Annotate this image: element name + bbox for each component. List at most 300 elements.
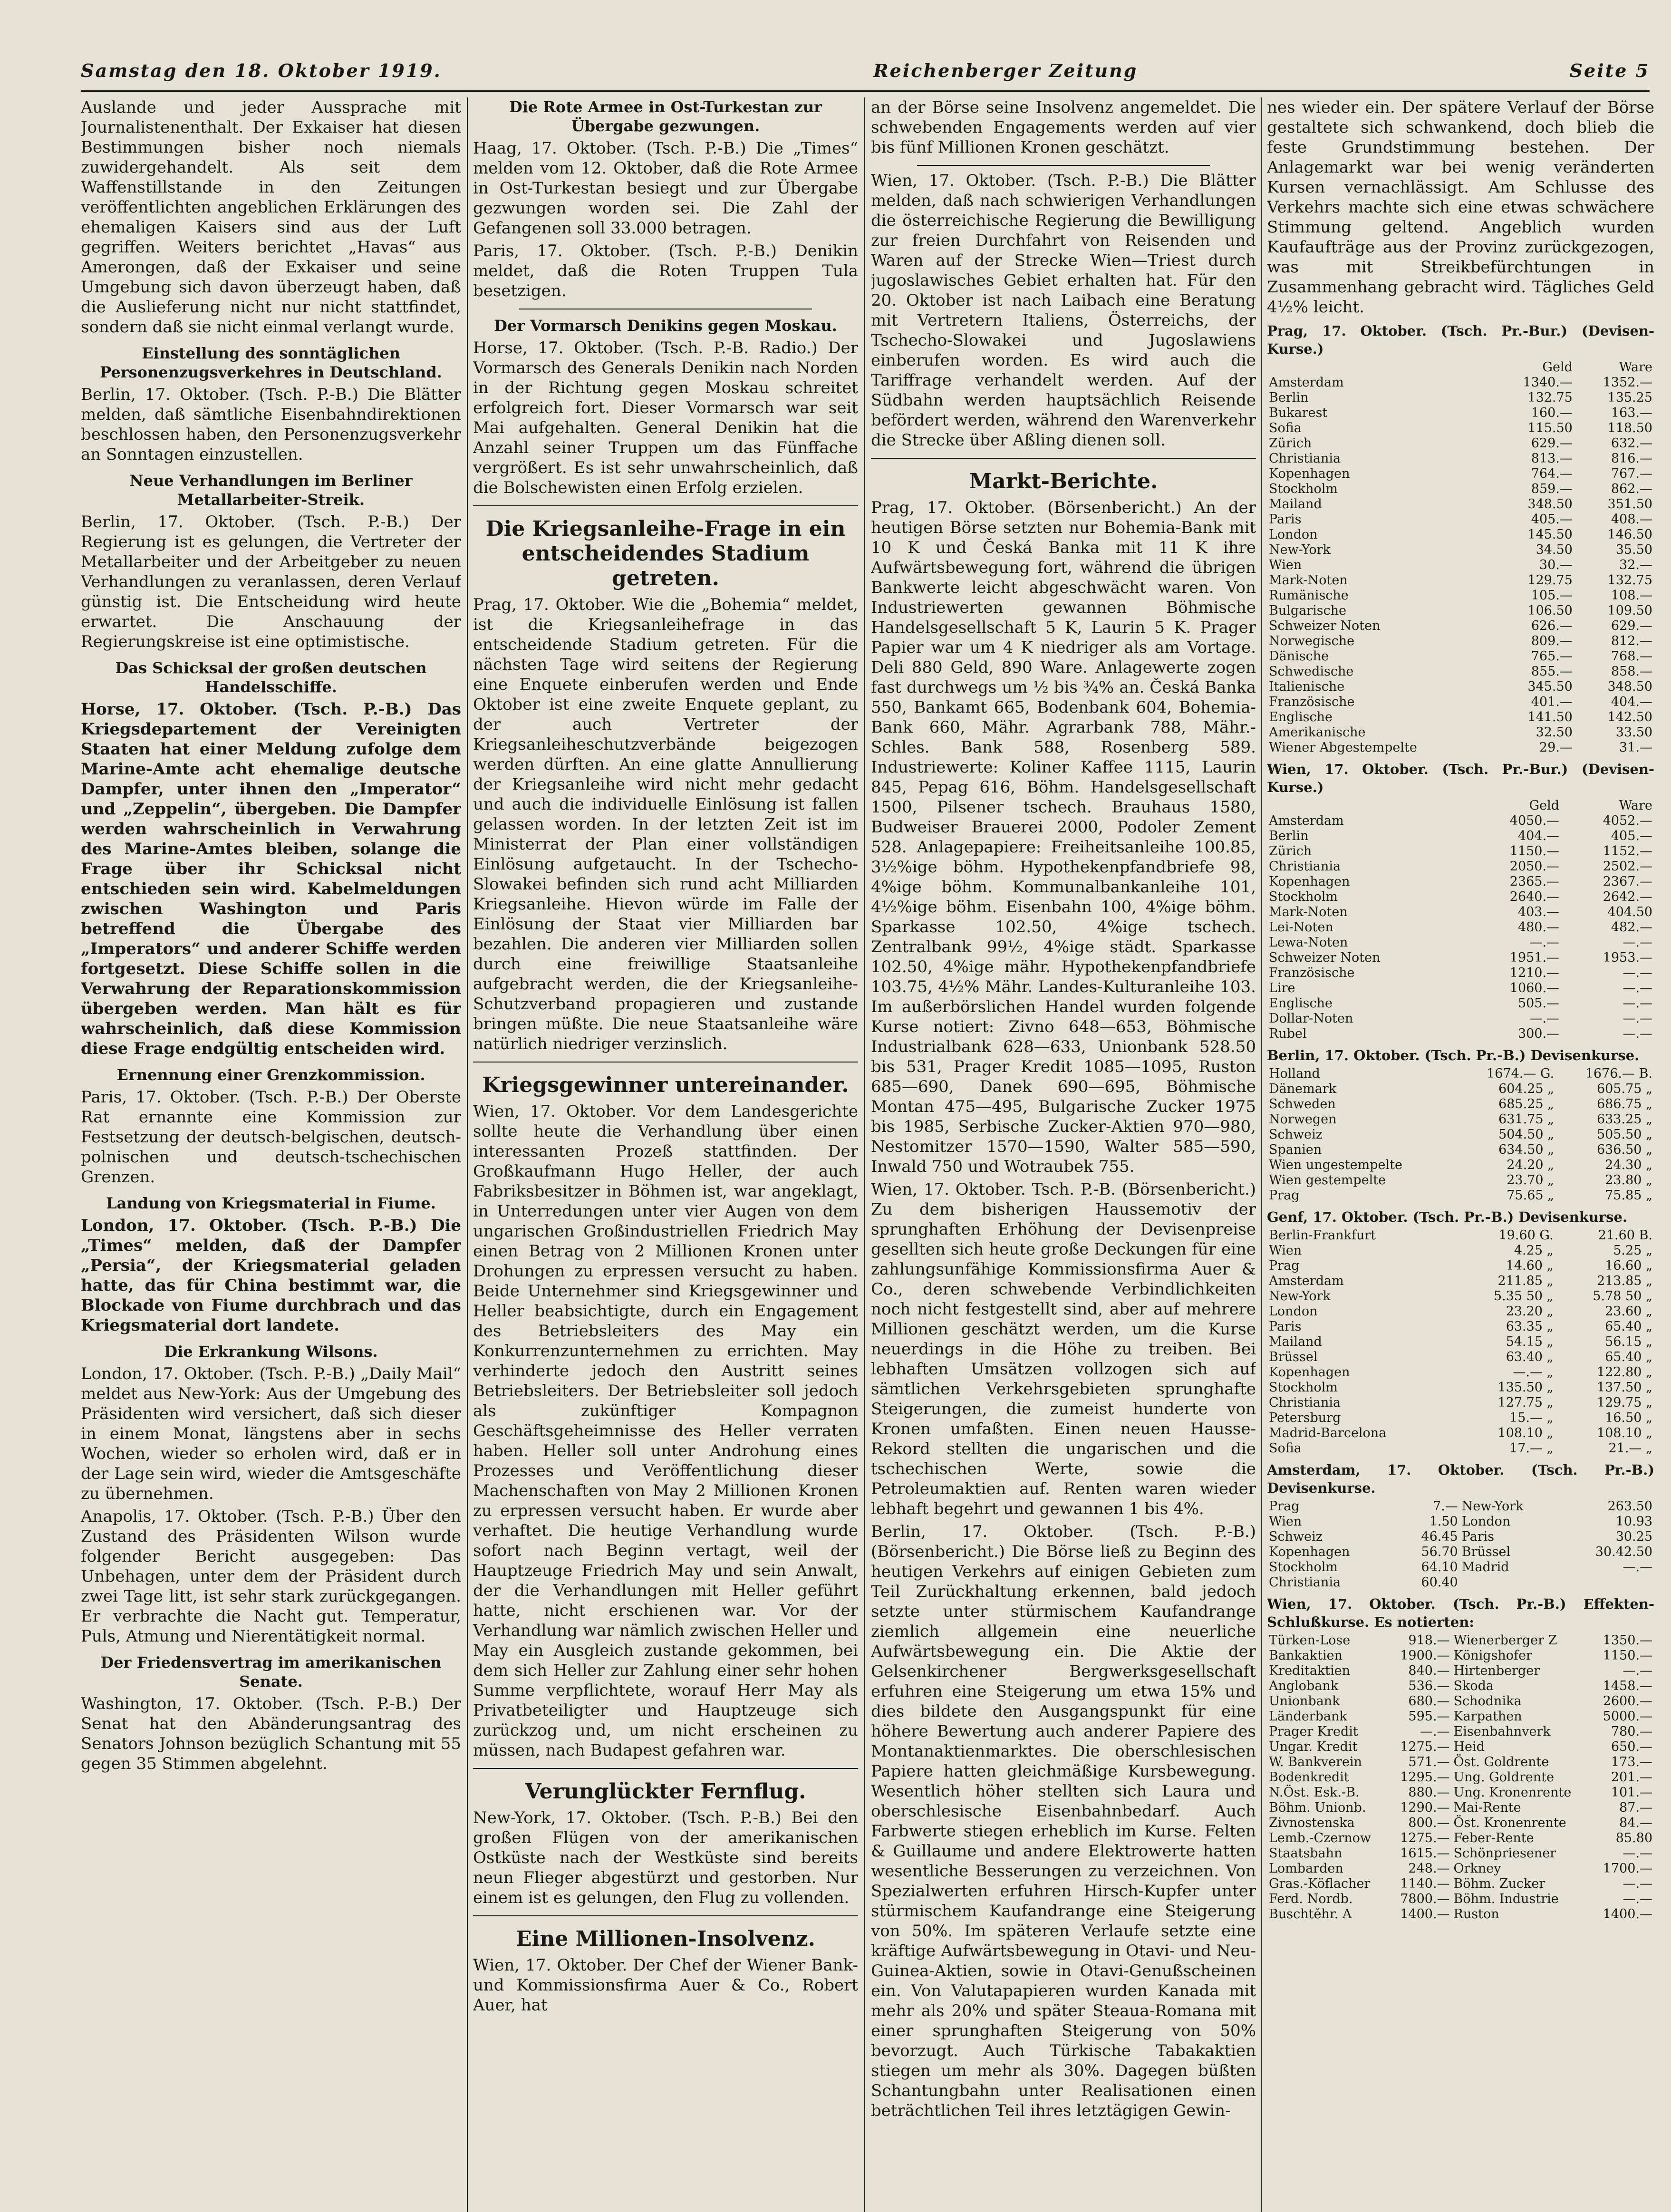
table-cell: Amerikanische [1269,725,1366,740]
genf-devisen-table [1267,1228,1654,1456]
table-cell: 686.75 „ [1596,1097,1652,1111]
table-row [1267,1739,1654,1755]
table-cell: Kopenhagen [1269,1545,1350,1559]
table-cell: 132.75 [1527,390,1573,405]
table-row [1267,573,1654,588]
table-cell: 404.— [1611,695,1652,709]
table-cell: 84.— [1619,1816,1652,1830]
table-cell: Schodnika [1453,1694,1522,1709]
table-cell: 65.40 „ [1605,1350,1652,1364]
table-cell: 1674.— G. [1487,1066,1555,1081]
table-cell: Mark-Noten [1269,905,1348,919]
table-cell: 1676.— B. [1585,1066,1652,1081]
article-text: Horse, 17. Oktober. (Tsch. P.-B. Radio.) Der Vormarsch des Generals Denikin nach Norden in der Richtung gegen Moskau schreitet erfolgreich fort. Dieser Vormarsch war seit Mai aufgehalten. General Denikin hat die Anzahl seiner Truppen um das Fünffache vergrößert. Es ist sehr unwahrscheinlich, daß die Bolschewisten einen Erfolg erzielen. [473,338,858,497]
table-cell: Kopenhagen [1269,466,1350,481]
table-cell: —.— [1623,1876,1652,1891]
table-cell: 35.50 [1615,542,1652,557]
table-row [1267,740,1654,755]
table-cell: 505.— [1517,996,1560,1011]
table-cell: 401.— [1531,695,1573,709]
table-cell: Heid [1453,1739,1485,1754]
table-cell: 201.— [1611,1770,1652,1785]
table-cell: 300.— [1517,1026,1560,1041]
table-row [1267,1350,1654,1365]
table-cell: Zivnostenska [1269,1816,1355,1830]
article-text: London, 17. Oktober. (Tsch. P.-B.) „Daily Mail“ meldet aus New-York: Aus der Umgebung des Präsidenten wird versichert, daß sich dieser in einem Monat, längstens aber in sechs Wochen, wieder so erholen wird, daß er in der Lage sein wird, wieder die Amtsgeschäfte zu übernehmen. [81,1364,461,1503]
table-cell: 504.50 „ [1498,1127,1555,1142]
table-cell: Böhm. Unionb. [1269,1800,1366,1815]
table-cell: 129.75 „ [1596,1395,1652,1410]
table-cell: 855.— [1531,664,1573,679]
table-cell: 115.50 [1527,421,1573,435]
table-cell: Öst. Kronenrente [1453,1816,1566,1830]
table-row [1267,406,1654,421]
table-cell: 21.— „ [1608,1441,1652,1456]
table-cell: 685.25 „ [1498,1097,1555,1111]
table-row [1267,1097,1654,1112]
table-cell: 29.— [1539,740,1573,755]
table-cell: 30.25 [1615,1529,1652,1544]
table-row [1267,1770,1654,1785]
table-row [1267,1785,1654,1800]
table-cell: 54.15 „ [1506,1334,1554,1349]
table-cell: 480.— [1517,920,1560,935]
table-cell: Öst. Goldrente [1453,1755,1549,1769]
table-row [1267,889,1654,905]
table-cell: 56.70 [1421,1545,1458,1559]
table-row [1267,1142,1654,1158]
table-cell: 605.75 „ [1596,1082,1652,1096]
table-cell: 213.85 „ [1596,1274,1652,1288]
table-cell: 56.15 „ [1605,1334,1652,1349]
table-cell: Stockholm [1269,889,1338,904]
table-cell: Rumänische [1269,588,1349,603]
table-cell: 34.50 [1536,542,1573,557]
table-cell: 1060.— [1509,981,1560,995]
table-cell: —.— [1623,1011,1652,1026]
table-cell: 629.— [1611,618,1652,633]
table-cell: —.— [1623,981,1652,995]
table-cell: Länderbank [1269,1709,1347,1724]
genf-devisen-title: Genf, 17. Oktober. (Tsch. Pr.-B.) Devisenkurse. [1267,1209,1628,1225]
table-row [1267,1514,1654,1529]
article-text: Paris, 17. Oktober. (Tsch. P.-B.) Der Oberste Rat ernannte eine Kommission zur Festsetzung der deutsch-belgischen, deutsch-polnischen und deutsch-tschechischen Grenzen. [81,1088,461,1187]
table-cell: —.— [1623,1560,1652,1574]
table-cell: Ruston [1453,1907,1499,1922]
table-row [1267,1304,1654,1319]
table-cell: Dänische [1269,649,1329,664]
table-cell: Stockholm [1269,1380,1338,1395]
table-cell [1460,1575,1561,1590]
table-cell: 2642.— [1603,889,1652,904]
wien-devisen-table [1267,798,1654,1042]
table-cell: Dänemark [1269,1082,1337,1096]
table-cell: 30.— [1539,558,1573,572]
table-cell: Königshofer [1453,1648,1532,1663]
table-cell: Italienische [1269,679,1345,694]
table-row [1267,1560,1654,1575]
table-cell: —.— [1623,1026,1652,1041]
table-cell: 1615.— [1400,1846,1450,1861]
table-cell: Schweiz [1269,1127,1323,1142]
table-row [1267,966,1654,981]
table-row [1267,813,1654,829]
table-cell: 122.80 „ [1596,1365,1652,1380]
table-cell [1561,1575,1654,1590]
table-row [1267,1380,1654,1395]
column-divider [1261,97,1262,2212]
table-cell: 21.60 B. [1598,1228,1652,1243]
article-headline: Die Rote Armee in Ost-Turkestan zur Übergabe gezwungen. [509,98,822,135]
table-row [1267,1026,1654,1042]
article-text: Haag, 17. Oktober. (Tsch. P.-B.) Die „Times“ melden vom 12. Oktober, daß die Rote Armee in Ost-Turkestan besiegt und zur Übergabe gezwungen worden sei. Die Zahl der Gefangenen soll 33.000 betragen. [473,139,858,238]
table-row [1267,1258,1654,1274]
table-cell: 348.50 [1527,497,1573,512]
table-cell: 780.— [1611,1724,1652,1739]
table-cell: 858.— [1611,664,1652,679]
article-text: Paris, 17. Oktober. (Tsch. P.-B.) Denikin meldet, daß die Roten Truppen Tula besetzigen. [473,241,858,300]
table-cell: 918.— [1408,1633,1450,1648]
prag-devisen-table [1267,360,1654,755]
table-cell: Schweden [1269,1097,1336,1111]
table-cell: 5.35 50 „ [1493,1289,1554,1304]
table-cell: Zürich [1269,844,1312,859]
table-cell: Amsterdam [1269,1274,1344,1288]
table-cell: Feber-Rente [1453,1831,1534,1845]
table-cell: Lemb.-Czernow [1269,1831,1372,1845]
table-cell: 145.50 [1527,527,1573,542]
table-cell: Hirtenberger [1453,1663,1540,1678]
table-row [1267,482,1654,497]
table-cell: Schönpriesener [1453,1846,1556,1861]
table-cell: Wienerberger Z [1453,1633,1557,1648]
table-row [1267,1188,1654,1203]
berlin-devisen-table [1267,1066,1654,1203]
table-cell: Stockholm [1269,1560,1338,1574]
article-text: Anapolis, 17. Oktober. (Tsch. P.-B.) Über den Zustand des Präsidenten Wilson wurde folgender Bericht ausgegeben: Das Unbehagen, unter dem der Präsident durch zwei Tage litt, ist sehr stark zurückgegangen. Er verbrachte die Nacht gut. Temperatur, Puls, Atmung und Nierentätigkeit normal. [81,1507,461,1646]
table-cell: 87.— [1619,1800,1652,1815]
table-row [1267,1892,1654,1907]
article-text: Washington, 17. Oktober. (Tsch. P.-B.) Der Senat hat den Abänderungsantrag des Senators Johnson bezüglich Schantung mit 55 gegen 35 Stimmen abgelehnt. [81,1694,461,1773]
table-row [1267,451,1654,466]
table-row [1267,1319,1654,1334]
table-cell: 403.— [1517,905,1560,919]
table-cell: 101.— [1611,1785,1652,1800]
table-cell: 75.65 „ [1507,1188,1555,1203]
article-headline: Die Erkrankung Wilsons. [164,1343,378,1361]
table-cell: Schwedische [1269,664,1354,679]
table-cell: 2502.— [1603,859,1652,874]
article-separator [871,458,1256,459]
table-cell: Prag [1269,1499,1300,1514]
table-row [1267,950,1654,966]
table-cell: 1951.— [1509,950,1560,965]
table-cell: 859.— [1531,482,1573,496]
table-cell: 1210.— [1509,966,1560,980]
table-cell: —.— „ [1513,1365,1554,1380]
table-cell: Wien [1269,558,1302,572]
table-row [1267,829,1654,844]
table-cell: 64.10 [1421,1560,1458,1574]
table-cell: Holland [1269,1066,1320,1081]
table-cell: 595.— [1408,1709,1450,1724]
table-cell: 19.60 G. [1498,1228,1554,1243]
table-cell: Schweizer Noten [1269,618,1381,633]
table-row [1267,1395,1654,1410]
table-cell: 1340.— [1523,375,1573,390]
table-row [1267,1334,1654,1350]
table-cell: Lire [1269,981,1295,995]
effekten-title: Wien, 17. Oktober. (Tsch. Pr.-B.) Effekten-Schlußkurse. Es notierten: [1267,1596,1654,1630]
table-cell: 23.20 „ [1506,1304,1554,1319]
table-row [1267,1633,1654,1648]
table-cell: Schweizer Noten [1269,950,1381,965]
table-cell: Spanien [1269,1142,1322,1157]
table-cell: Bodenkredit [1269,1770,1349,1785]
table-cell: 2050.— [1509,859,1560,874]
table-row [1267,679,1654,695]
table-row [1267,1158,1654,1173]
table-row [1267,1274,1654,1289]
table-cell: Madrid-Barcelona [1269,1426,1387,1440]
table-cell: 248.— [1408,1861,1450,1876]
table-cell: 10.93 [1615,1514,1652,1529]
article-headline: Neue Verhandlungen im Berliner Metallarbeiter-Streik. [129,472,413,509]
table-row [1267,859,1654,874]
table-row [1267,844,1654,859]
article-text: nes wieder ein. Der spätere Verlauf der Börse gestaltete sich schwankend, doch blieb die feste Grundstimmung bestehen. Der Anlagemarkt war bei wenig veränderten Kursen vernachlässigt. Am Schlusse des Verkehrs machte sich eine etwas schwächere Stimmung geltend. Angeblich wurden Kaufaufträge aus der Provinz zurückgezogen, was mit Streikbefürchtungen in Zusammenhang gebracht wird. Tägliches Geld 4½% leicht. [1267,98,1654,317]
page-header [81,56,1650,85]
table-cell: Kreditaktien [1269,1663,1351,1678]
table-cell: Lombarden [1269,1861,1343,1876]
table-cell: Norwegen [1269,1112,1337,1127]
table-row [1267,1648,1654,1663]
table-row [1267,1679,1654,1694]
table-cell: Rubel [1269,1026,1307,1041]
article-headline: Das Schicksal der großen deutschen Handelsschiffe. [115,659,427,696]
table-cell: 631.75 „ [1498,1112,1555,1127]
article-text: an der Börse seine Insolvenz angemeldet. Die schwebenden Engagements werden auf vier bis fünf Millionen Kronen geschätzt. [871,98,1256,157]
table-cell: Amsterdam [1269,813,1344,828]
table-cell: 800.— [1408,1816,1450,1830]
table-cell: 5000.— [1603,1709,1652,1724]
table-cell: 1295.— [1400,1770,1450,1785]
table-cell: 75.85 „ [1605,1188,1652,1203]
table-cell: 118.50 [1607,421,1652,435]
table-cell: 816.— [1611,451,1652,466]
table-row [1267,1800,1654,1816]
table-row [1267,1410,1654,1426]
article-separator [473,1768,858,1769]
article-text: Horse, 17. Oktober. (Tsch. P.-B.) Das Kriegsdepartement der Vereinigten Staaten hat einer Meldung zufolge dem Marine-Amte acht ehemalige deutsche Dampfer, unter ihnen den „Imperator“ und „Zeppelin“, übergeben. Die Dampfer werden wahrscheinlich in Verwahrung des Marine-Amtes bleiben, solange die Frage über ihr Schicksal nicht entschieden sein wird. Kabelmeldungen zwischen Washington und Paris betreffend die Übergabe des „Imperators“ und anderer Schiffe werden fortgesetzt. Diese Schiffe sollen in die Verwahrung der Reparationskommission übergeben werden. Man hält es für wahrscheinlich, daß diese Kommission diese Frage endgültig entscheiden wird. [81,700,461,1058]
article-headline: Ernennung einer Grenzkommission. [116,1066,425,1084]
table-cell: —.— [1623,996,1652,1011]
table-cell: 1953.— [1603,950,1652,965]
table-cell: N.Öst. Esk.-B. [1269,1785,1360,1800]
table-cell: Wien [1269,1243,1302,1258]
table-cell: New-York [1269,542,1331,557]
table-cell: 351.50 [1607,497,1652,512]
table-cell: London [1269,1304,1318,1319]
table-cell: Französische [1269,966,1355,980]
table-row [1267,710,1654,725]
table-cell: Paris [1269,1319,1302,1334]
table-cell: —.— [1529,1011,1560,1026]
berlin-devisen-title: Berlin, 17. Oktober. (Tsch. Pr.-B.) Devisenkurse. [1267,1047,1640,1063]
table-cell: Orkney [1453,1861,1501,1876]
table-cell: Lei-Noten [1269,920,1333,935]
table-cell: Wiener Abgestempelte [1269,740,1417,755]
table-cell: New-York [1269,1289,1331,1304]
article-headline: Die Kriegsanleihe-Frage in ein entscheidendes Stadium getreten. [485,517,846,590]
table-cell: 2640.— [1509,889,1560,904]
table-cell: 46.45 [1421,1529,1458,1544]
article-text: London, 17. Oktober. (Tsch. P.-B.) Die „Times“ melden, daß der Dampfer „Persia“, der Kriegsmaterial geladen hatte, das für China bestimmt war, die Blockade von Fiume durchbrach und das Kriegsmaterial dort landete. [81,1216,461,1335]
table-cell: 767.— [1611,466,1652,481]
table-row [1267,1082,1654,1097]
table-cell: Anglobank [1269,1679,1339,1693]
table-cell: 604.25 „ [1498,1082,1555,1096]
table-cell: 840.— [1408,1663,1450,1678]
table-cell: 85.80 [1615,1831,1652,1845]
prag-devisen-title: Prag, 17. Oktober. (Tsch. Pr.-Bur.) (Devisen-Kurse.) [1267,323,1654,357]
table-row [1267,558,1654,573]
table-cell: —.— [1623,1663,1652,1678]
table-cell: —.— [1623,1846,1652,1861]
table-cell: Prag [1269,1258,1300,1273]
table-cell: 14.60 „ [1506,1258,1554,1273]
table-cell: Türken-Lose [1269,1633,1351,1648]
table-cell: 5.78 50 „ [1593,1289,1652,1304]
table-cell: 60.40 [1421,1575,1458,1590]
column-divider [864,97,865,2212]
table-cell: New-York [1461,1499,1524,1514]
article-headline: Eine Millionen-Insolvenz. [516,1927,815,1951]
table-row [1267,588,1654,603]
table-cell: 404.— [1517,829,1560,843]
table-row [1267,1127,1654,1142]
article-text: Berlin, 17. Oktober. (Tsch. P.-B.) Die Blätter melden, daß sämtliche Eisenbahndirektionen beschlossen haben, den Personenzugsverkehr an Sonntagen einzustellen. [81,385,461,464]
table-cell: 24.30 „ [1605,1158,1652,1172]
table-row [1267,497,1654,512]
table-cell: Eisenbahnverk [1453,1724,1551,1739]
table-cell: 571.— [1408,1755,1450,1769]
table-cell: 23.70 „ [1507,1173,1555,1188]
table-cell: 24.20 „ [1507,1158,1555,1172]
table-cell: Bankaktien [1269,1648,1343,1663]
table-cell: Mailand [1269,1334,1322,1349]
table-cell: Prag [1269,1188,1300,1203]
table-cell: Ungar. Kredit [1269,1739,1358,1754]
table-row [1267,436,1654,451]
table-cell: 1700.— [1603,1861,1652,1876]
table-cell: 1458.— [1603,1679,1652,1693]
table-cell: 880.— [1408,1785,1450,1800]
table-cell: 30.42.50 [1595,1545,1652,1559]
table-cell: —.— [1623,1892,1652,1906]
table-cell: Norwegische [1269,634,1355,648]
table-cell: 16.50 „ [1605,1410,1652,1425]
column-header: Ware [1619,798,1652,813]
article-text: Prag, 17. Oktober. Wie die „Bohemia“ meldet, ist die Kriegsanleihefrage in das entscheidende Stadium getreten. Für die nächsten Tage wird seitens der Regierung eine Enquete einberufen werden und Ende Oktober ist eine zweite Enquete geplant, zu der auch Vertreter der Kriegsanleiheschutzverbände beigezogen werden dürften. An eine glatte Annullierung der Kriegsanleihe wird nicht mehr gedacht und auch die individuelle Einlösung ist fallen gelassen worden. In der letzten Zeit ist im Ministerrat der Plan einer vollständigen Einlösung aufgetaucht. In der Tschecho-Slowakei befinden sich rund acht Milliarden Kriegsanleihe. Hievon würde im Falle der Einlösung der Staat vier Milliarden bar bezahlen. Die anderen vier Milliarden sollen durch eine freiwillige Staatsanleihe aufgebracht werden, die der Kriegsanleihe-Schutzverband propagieren und zustande bringen müßte. Die neue Staatsanleihe wäre natürlich niedriger verzinslich. [473,595,858,1053]
table-row [1267,603,1654,618]
table-cell: 32.— [1619,558,1652,572]
table-cell: Französische [1269,695,1355,709]
table-row [1267,905,1654,920]
table-cell: —.— [1529,935,1560,950]
table-cell: 1275.— [1400,1739,1450,1754]
table-cell: 650.— [1611,1739,1652,1754]
table-row [1267,1831,1654,1846]
table-cell: Böhm. Zucker [1453,1876,1545,1891]
table-cell: Paris [1269,512,1302,527]
table-cell: 1152.— [1603,844,1652,859]
table-cell: Ung. Kronenrente [1453,1785,1572,1800]
table-cell: Skoda [1453,1679,1494,1693]
table-cell: Mailand [1269,497,1322,512]
article-text: Wien, 17. Oktober. Vor dem Landesgerichte sollte heute die Verhandlung über einen interessanten Prozeß stattfinden. Der Großkaufmann Hugo Heller, der auch Fabriksbesitzer in Böhmen ist, war angeklagt, in Unterredungen unter vier Augen von dem ungarischen Großindustriellen Friedrich May einen Betrag von 2 Millionen Kronen unter Drohungen zu erpressen versucht zu haben. Beide Unternehmer sind Kriegsgewinner und Heller beabsichtigte, durch ein Engagement des Betriebsleiters des May ein Konkurrenzunternehmen zu errichten. May verhinderte jedoch den Austritt seines Betriebsleiters. Der Betriebsleiter soll jedoch als zukünftiger Kompagnon Geschäftsgeheimnisse des Heller verraten haben. Heller soll unter Androhung eines Prozesses und Veröffentlichung dieser Machenschaften von May 2 Millionen Kronen zu erpressen versucht haben. Er wurde aber verhaftet. Die heutige Verhandlung wurde sofort nach Beginn vertagt, weil der Hauptzeuge Friedrich May und sein Anwalt, der die Verhandlungen mit Heller geführt hatte, nicht erschienen war. Vor der Verhandlung war nämlich zwischen Heller und May ein Ausgleich zustande gekommen, bei dem sich Heller zur Zahlung einer sehr hohen Summe verpflichtete, worauf Herr May als Privatbeteiligter und Hauptzeuge sich zurückzog und, um nicht erscheinen zu müssen, nach Budapest gefahren war. [473,1102,858,1760]
column-2 [473,97,858,2212]
article-headline: Verunglückter Fernflug. [525,1779,806,1804]
header-masthead: Reichenberger Zeitung [873,59,1138,81]
table-cell: —.— [1420,1724,1450,1739]
table-cell: 536.— [1408,1679,1450,1693]
table-row [1267,664,1654,679]
table-cell: 629.— [1531,436,1573,451]
table-cell: Bulgarische [1269,603,1347,618]
table-cell: Ferd. Nordb. [1269,1892,1353,1906]
section-headline: Markt-Berichte. [969,469,1158,493]
article-headline: Kriegsgewinner untereinander. [482,1073,849,1097]
table-row [1267,1861,1654,1876]
table-row [1267,618,1654,634]
table-row [1267,874,1654,889]
table-cell: Schweiz [1269,1529,1323,1544]
table-cell: Amsterdam [1269,375,1344,390]
table-cell: Christiania [1269,1395,1341,1410]
table-cell: Christiania [1269,859,1341,874]
table-cell: 1400.— [1603,1907,1652,1922]
table-cell: 1290.— [1400,1800,1450,1815]
table-cell: Buschtěhr. A [1269,1907,1352,1922]
table-cell: Wien [1269,1514,1302,1529]
table-cell: 135.25 [1607,390,1652,405]
table-row [1267,1441,1654,1456]
table-cell: 404.50 [1607,905,1652,919]
table-cell: 129.75 [1527,573,1573,588]
article-text: New-York, 17. Oktober. (Tsch. P.-B.) Bei den großen Flügen von der amerikanischen Ostküste nach der Westküste sind bereits neun Flieger abgestürzt und gestorben. Nur einem ist es gelungen, den Flug zu vollenden. [473,1808,858,1907]
table-cell: Christiania [1269,1575,1341,1590]
table-cell: 63.40 „ [1506,1350,1554,1364]
table-row [1267,920,1654,935]
table-cell: 1275.— [1400,1831,1450,1845]
table-cell: Englische [1269,996,1333,1011]
table-cell: 7.— [1432,1499,1458,1514]
table-cell: 65.40 „ [1605,1319,1652,1334]
table-row [1267,634,1654,649]
table-cell: Petersburg [1269,1410,1341,1425]
header-date: Samstag den 18. Oktober 1919. [81,59,442,81]
table-cell: Ung. Goldrente [1453,1770,1554,1785]
table-cell: 482.— [1611,920,1652,935]
table-cell: 4050.— [1509,813,1560,828]
wien-devisen-title: Wien, 17. Oktober. (Tsch. Pr.-Bur.) (Devisen-Kurse.) [1267,761,1654,795]
table-cell: Berlin [1269,829,1309,843]
table-row [1267,1228,1654,1243]
table-row [1267,1876,1654,1892]
table-row [1267,1755,1654,1770]
article-separator [473,1915,858,1916]
